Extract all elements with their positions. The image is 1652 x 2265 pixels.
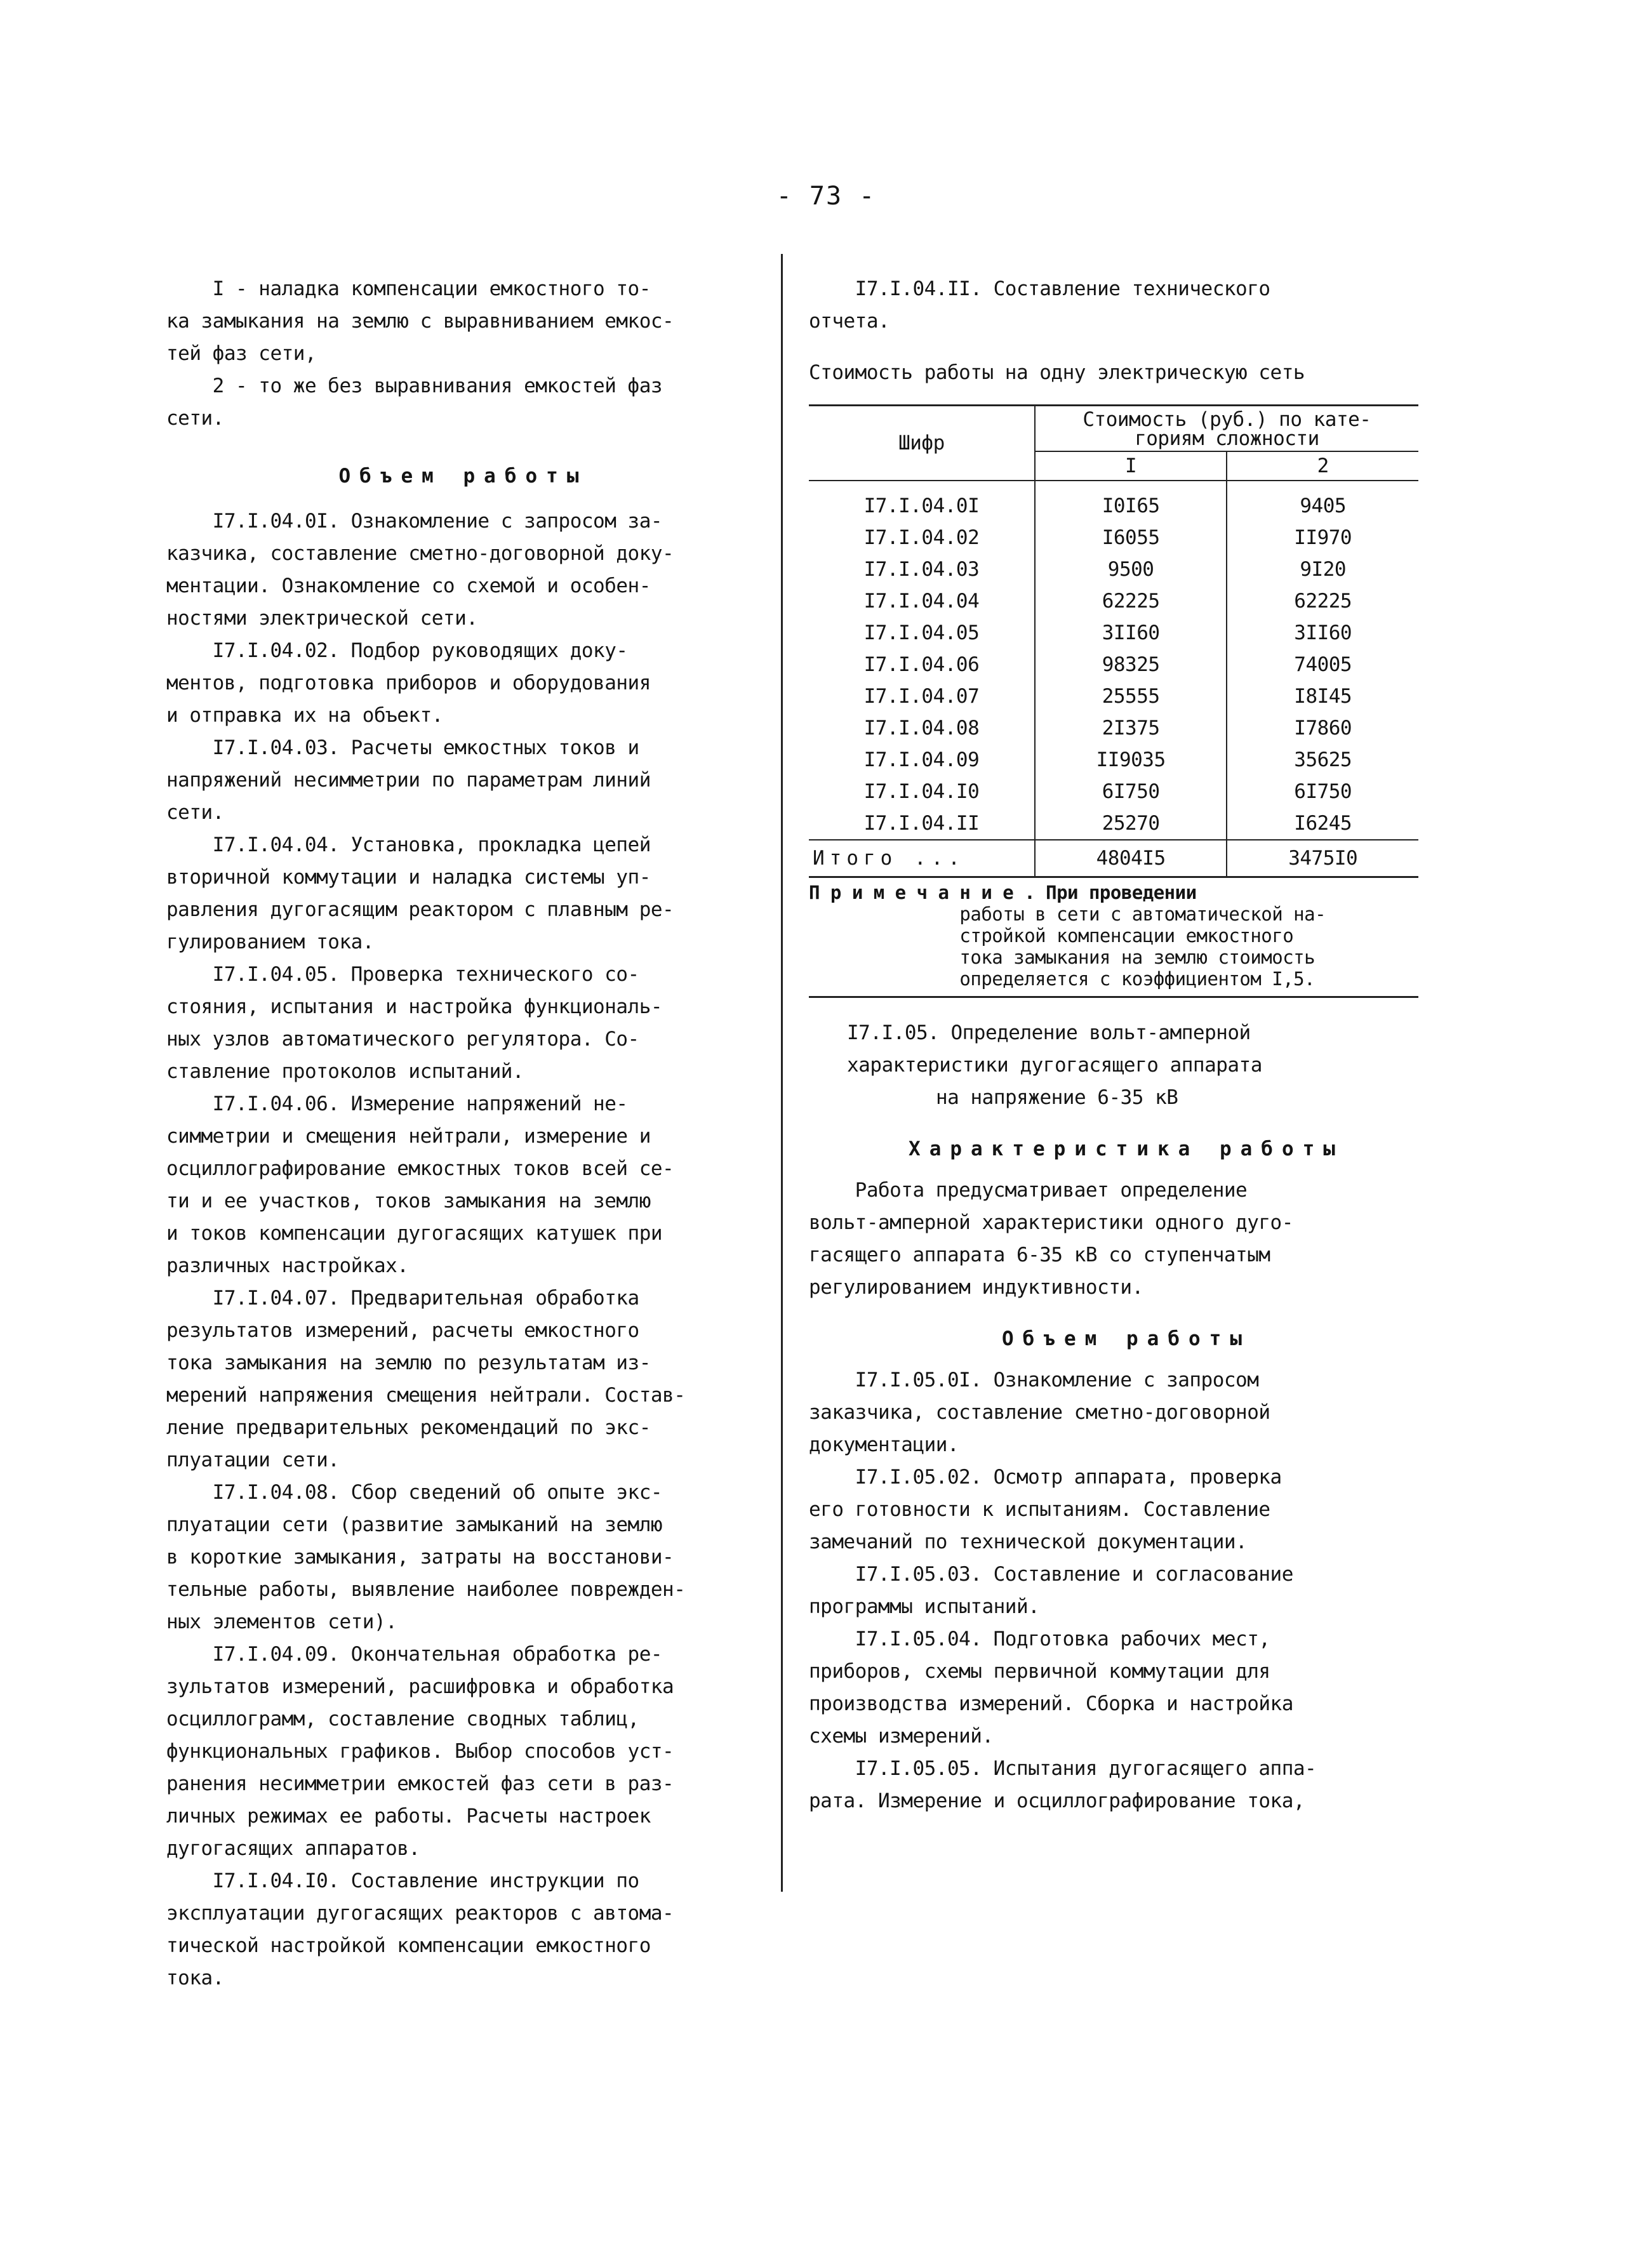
table-cell-category-1: 98325 bbox=[1035, 649, 1227, 681]
text-line: равления дугогасящим реактором с плавным ре- bbox=[166, 898, 674, 921]
text-line: в короткие замыкания, затраты на восстанови- bbox=[166, 1546, 674, 1569]
table-cell-category-2: 3II60 bbox=[1294, 621, 1352, 644]
table-total-category-1: 4804I5 bbox=[1035, 840, 1227, 877]
text-line: стояния, испытания и настройка функциональ- bbox=[166, 995, 663, 1018]
text-line: программы испытаний. bbox=[809, 1595, 1040, 1618]
text-line: заказчика, составление сметно-договорной bbox=[809, 1401, 1270, 1424]
text-line: различных настройках. bbox=[166, 1254, 409, 1277]
table-header-category-1: I bbox=[1035, 451, 1227, 481]
text-line: I7.I.04.08. Сбор сведений об опыте экс- bbox=[166, 1481, 663, 1504]
table-cell-category-2: I8I45 bbox=[1294, 685, 1352, 708]
table-cell-category-2: II970 bbox=[1294, 526, 1352, 549]
text-line: и отправка их на объект. bbox=[166, 704, 443, 727]
table-cell-category-2: 9I20 bbox=[1300, 558, 1347, 581]
text-line: сети. bbox=[166, 801, 224, 824]
note-line: тока замыкания на землю стоимость bbox=[809, 947, 1316, 968]
text-line: тей фаз сети, bbox=[166, 342, 317, 365]
table-cell-category-2: 35625 bbox=[1294, 748, 1352, 771]
table-row bbox=[809, 554, 1418, 585]
table-cell-code: I7.I.04.02 bbox=[809, 522, 1035, 554]
table-body bbox=[809, 481, 1418, 840]
table-cell-code: I7.I.04.08 bbox=[809, 712, 1035, 744]
table-row bbox=[809, 522, 1418, 554]
table-total-row bbox=[809, 840, 1418, 877]
cost-table bbox=[809, 404, 1418, 878]
table-header-cost bbox=[1035, 406, 1418, 452]
table-cell-category-2: I6245 bbox=[1294, 812, 1352, 835]
table-row bbox=[809, 744, 1418, 776]
text-line: I7.I.05.0I. Ознакомление с запросом bbox=[809, 1369, 1259, 1392]
text-line: I7.I.04.06. Измерение напряжений не- bbox=[166, 1093, 628, 1115]
table-cell-category-2: 74005 bbox=[1294, 653, 1352, 676]
text-line: I7.I.04.II. Составление технического bbox=[809, 277, 1270, 300]
text-line: гасящего аппарата 6-35 кВ со ступенчатым bbox=[809, 1244, 1270, 1266]
table-cell-code: I7.I.04.II bbox=[809, 807, 1035, 840]
text-line: документации. bbox=[809, 1433, 959, 1456]
text-line: тельные работы, выявление наиболее поврежден- bbox=[166, 1578, 686, 1601]
table-cell-category-1: I6055 bbox=[1035, 522, 1227, 554]
text-line: ление предварительных рекомендаций по экс- bbox=[166, 1416, 651, 1439]
column-divider bbox=[781, 254, 783, 1892]
text-line: результатов измерений, расчеты емкостного bbox=[166, 1319, 639, 1342]
table-cell-category-1: 9500 bbox=[1035, 554, 1227, 585]
text-line: ных узлов автоматического регулятора. Со- bbox=[166, 1028, 639, 1051]
text-line: производства измерений. Сборка и настройка bbox=[809, 1692, 1293, 1715]
characteristic-paragraph bbox=[809, 1174, 1444, 1304]
table-cell-category-2: I7860 bbox=[1294, 717, 1352, 740]
text-line: I7.I.04.0I. Ознакомление с запросом за- bbox=[166, 510, 663, 533]
table-header-cost-line: гориям сложности bbox=[1135, 427, 1319, 450]
table-cell-category-1: 6I750 bbox=[1035, 776, 1227, 807]
table-header-cost-line: Стоимость (руб.) по кате- bbox=[1082, 408, 1371, 431]
note-line: П р и м е ч а н и е . При проведении bbox=[809, 882, 1197, 903]
text-line: ных элементов сети). bbox=[166, 1611, 397, 1633]
text-line: личных режимах ее работы. Расчеты настроек bbox=[166, 1805, 651, 1828]
text-line: его готовности к испытаниям. Составление bbox=[809, 1498, 1270, 1521]
text-line: сети. bbox=[166, 407, 224, 430]
text-line: 2 - то же без выравнивания емкостей фаз bbox=[166, 375, 663, 397]
text-line: ти и ее участков, токов замыкания на землю bbox=[166, 1190, 651, 1212]
table-row bbox=[809, 617, 1418, 649]
text-line: вторичной коммутации и наладка системы уп- bbox=[166, 866, 651, 889]
text-line: I7.I.04.I0. Составление инструкции по bbox=[166, 1870, 639, 1892]
text-line: I7.I.04.02. Подбор руководящих доку- bbox=[166, 639, 628, 662]
table-cell-category-2: 62225 bbox=[1294, 590, 1352, 613]
text-line: дугогасящих аппаратов. bbox=[166, 1837, 420, 1860]
note-line: стройкой компенсации емкостного bbox=[809, 925, 1294, 947]
table-header-category-2: 2 bbox=[1227, 451, 1418, 481]
text-line: тока замыкания на землю по результатам из- bbox=[166, 1352, 651, 1374]
table-row bbox=[809, 807, 1418, 840]
text-line: напряжений несимметрии по параметрам линий bbox=[166, 769, 651, 792]
table-row bbox=[809, 585, 1418, 617]
text-line: гулированием тока. bbox=[166, 931, 374, 953]
section-title-line: на напряжение 6-35 кВ bbox=[936, 1086, 1178, 1109]
table-note bbox=[809, 878, 1418, 998]
text-line: I7.I.04.07. Предварительная обработка bbox=[166, 1287, 639, 1310]
text-line: ка замыкания на землю с выравниванием емкос- bbox=[166, 310, 674, 333]
table-cell-code: I7.I.04.09 bbox=[809, 744, 1035, 776]
text-line: плуатации сети. bbox=[166, 1449, 340, 1471]
text-line: регулированием индуктивности. bbox=[809, 1276, 1143, 1299]
text-line: I - наладка компенсации емкостного то- bbox=[166, 277, 651, 300]
table-cell-code: I7.I.04.03 bbox=[809, 554, 1035, 585]
intro-paragraph bbox=[166, 273, 760, 435]
table-cell-category-1: II9035 bbox=[1035, 744, 1227, 776]
text-line: зультатов измерений, расшифровка и обработка bbox=[166, 1675, 674, 1698]
section-heading: Характеристика работы bbox=[909, 1138, 1344, 1160]
text-line: функциональных графиков. Выбор способов уст- bbox=[166, 1740, 674, 1763]
table-cell-code: I7.I.04.0I bbox=[809, 481, 1035, 522]
table-cell-code: I7.I.04.07 bbox=[809, 681, 1035, 712]
work-scope-list bbox=[166, 505, 760, 1995]
text-line: эксплуатации дугогасящих реакторов с автома- bbox=[166, 1902, 674, 1925]
table-cell-category-2: 6I750 bbox=[1294, 780, 1352, 803]
text-line: ностями электрической сети. bbox=[166, 607, 478, 630]
table-cell-category-1: 62225 bbox=[1035, 585, 1227, 617]
section-title-line: I7.I.05. Определение вольт-амперной bbox=[847, 1021, 1251, 1044]
table-cell-code: I7.I.04.I0 bbox=[809, 776, 1035, 807]
text-line: I7.I.04.03. Расчеты емкостных токов и bbox=[166, 736, 639, 759]
table-cell-category-1: 2I375 bbox=[1035, 712, 1227, 744]
section-heading: Объем работы bbox=[1002, 1327, 1251, 1350]
table-row bbox=[809, 649, 1418, 681]
text-line: Работа предусматривает определение bbox=[809, 1179, 1248, 1202]
text-line: I7.I.05.05. Испытания дугогасящего аппа- bbox=[809, 1757, 1317, 1780]
section-title-line: характеристики дугогасящего аппарата bbox=[847, 1054, 1262, 1077]
table-total-label: Итого ... bbox=[809, 840, 1035, 877]
section-title bbox=[809, 1017, 1444, 1114]
text-line: осциллографирование емкостных токов всей се- bbox=[166, 1157, 674, 1180]
text-line: I7.I.04.09. Окончательная обработка ре- bbox=[166, 1643, 663, 1666]
work-scope-list bbox=[809, 1364, 1444, 1817]
table-total-category-2: 3475I0 bbox=[1227, 840, 1418, 877]
text-line: отчета. bbox=[809, 310, 890, 333]
note-line: определяется с коэффициентом I,5. bbox=[809, 968, 1316, 990]
note-line: работы в сети с автоматической на- bbox=[809, 903, 1326, 925]
table-row bbox=[809, 712, 1418, 744]
text-line: ментов, подготовка приборов и оборудования bbox=[166, 672, 651, 694]
table-cell-code: I7.I.04.04 bbox=[809, 585, 1035, 617]
text-line: ментации. Ознакомление со схемой и особен- bbox=[166, 575, 651, 597]
table-row bbox=[809, 681, 1418, 712]
text-line: I7.I.05.02. Осмотр аппарата, проверка bbox=[809, 1466, 1282, 1489]
page-number: - 73 - bbox=[776, 182, 876, 211]
text-line: осциллограмм, составление сводных таблиц, bbox=[166, 1708, 639, 1730]
table-cell-code: I7.I.04.06 bbox=[809, 649, 1035, 681]
table-cell-category-1: 25270 bbox=[1035, 807, 1227, 840]
table-cell-category-2: 9405 bbox=[1300, 495, 1347, 517]
right-column bbox=[809, 273, 1444, 1817]
table-cell-category-1: 3II60 bbox=[1035, 617, 1227, 649]
table-cell-category-1: I0I65 bbox=[1035, 481, 1227, 522]
text-line: тока. bbox=[166, 1967, 224, 1989]
table-row bbox=[809, 481, 1418, 522]
text-line: замечаний по технической документации. bbox=[809, 1531, 1248, 1553]
text-line: тической настройкой компенсации емкостного bbox=[166, 1934, 651, 1957]
text-line: плуатации сети (развитие замыканий на землю bbox=[166, 1513, 663, 1536]
text-line: рата. Измерение и осциллографирование тока, bbox=[809, 1790, 1305, 1812]
text-line: ранения несимметрии емкостей фаз сети в раз- bbox=[166, 1772, 674, 1795]
text-line: I7.I.05.04. Подготовка рабочих мест, bbox=[809, 1628, 1270, 1651]
text-line: казчика, составление сметно-договорной доку- bbox=[166, 542, 674, 565]
table-row bbox=[809, 776, 1418, 807]
text-line: I7.I.05.03. Составление и согласование bbox=[809, 1563, 1293, 1586]
section-heading: Объем работы bbox=[338, 465, 588, 488]
table-cell-category-1: 25555 bbox=[1035, 681, 1227, 712]
text-line: ставление протоколов испытаний. bbox=[166, 1060, 524, 1083]
text-line: схемы измерений. bbox=[809, 1725, 994, 1748]
table-caption: Стоимость работы на одну электрическую сеть bbox=[809, 361, 1305, 384]
text-line: приборов, схемы первичной коммутации для bbox=[809, 1660, 1270, 1683]
text-line: и токов компенсации дугогасящих катушек при bbox=[166, 1222, 663, 1245]
table-cell-code: I7.I.04.05 bbox=[809, 617, 1035, 649]
text-line: мерений напряжения смещения нейтрали. Состав- bbox=[166, 1384, 686, 1407]
left-column bbox=[166, 273, 760, 1995]
table-header-code: Шифр bbox=[809, 406, 1035, 481]
text-line: I7.I.04.05. Проверка технического со- bbox=[166, 963, 639, 986]
text-line: симметрии и смещения нейтрали, измерение и bbox=[166, 1125, 651, 1148]
text-line: вольт-амперной характеристики одного дуго- bbox=[809, 1211, 1293, 1234]
text-line: I7.I.04.04. Установка, прокладка цепей bbox=[166, 834, 651, 856]
